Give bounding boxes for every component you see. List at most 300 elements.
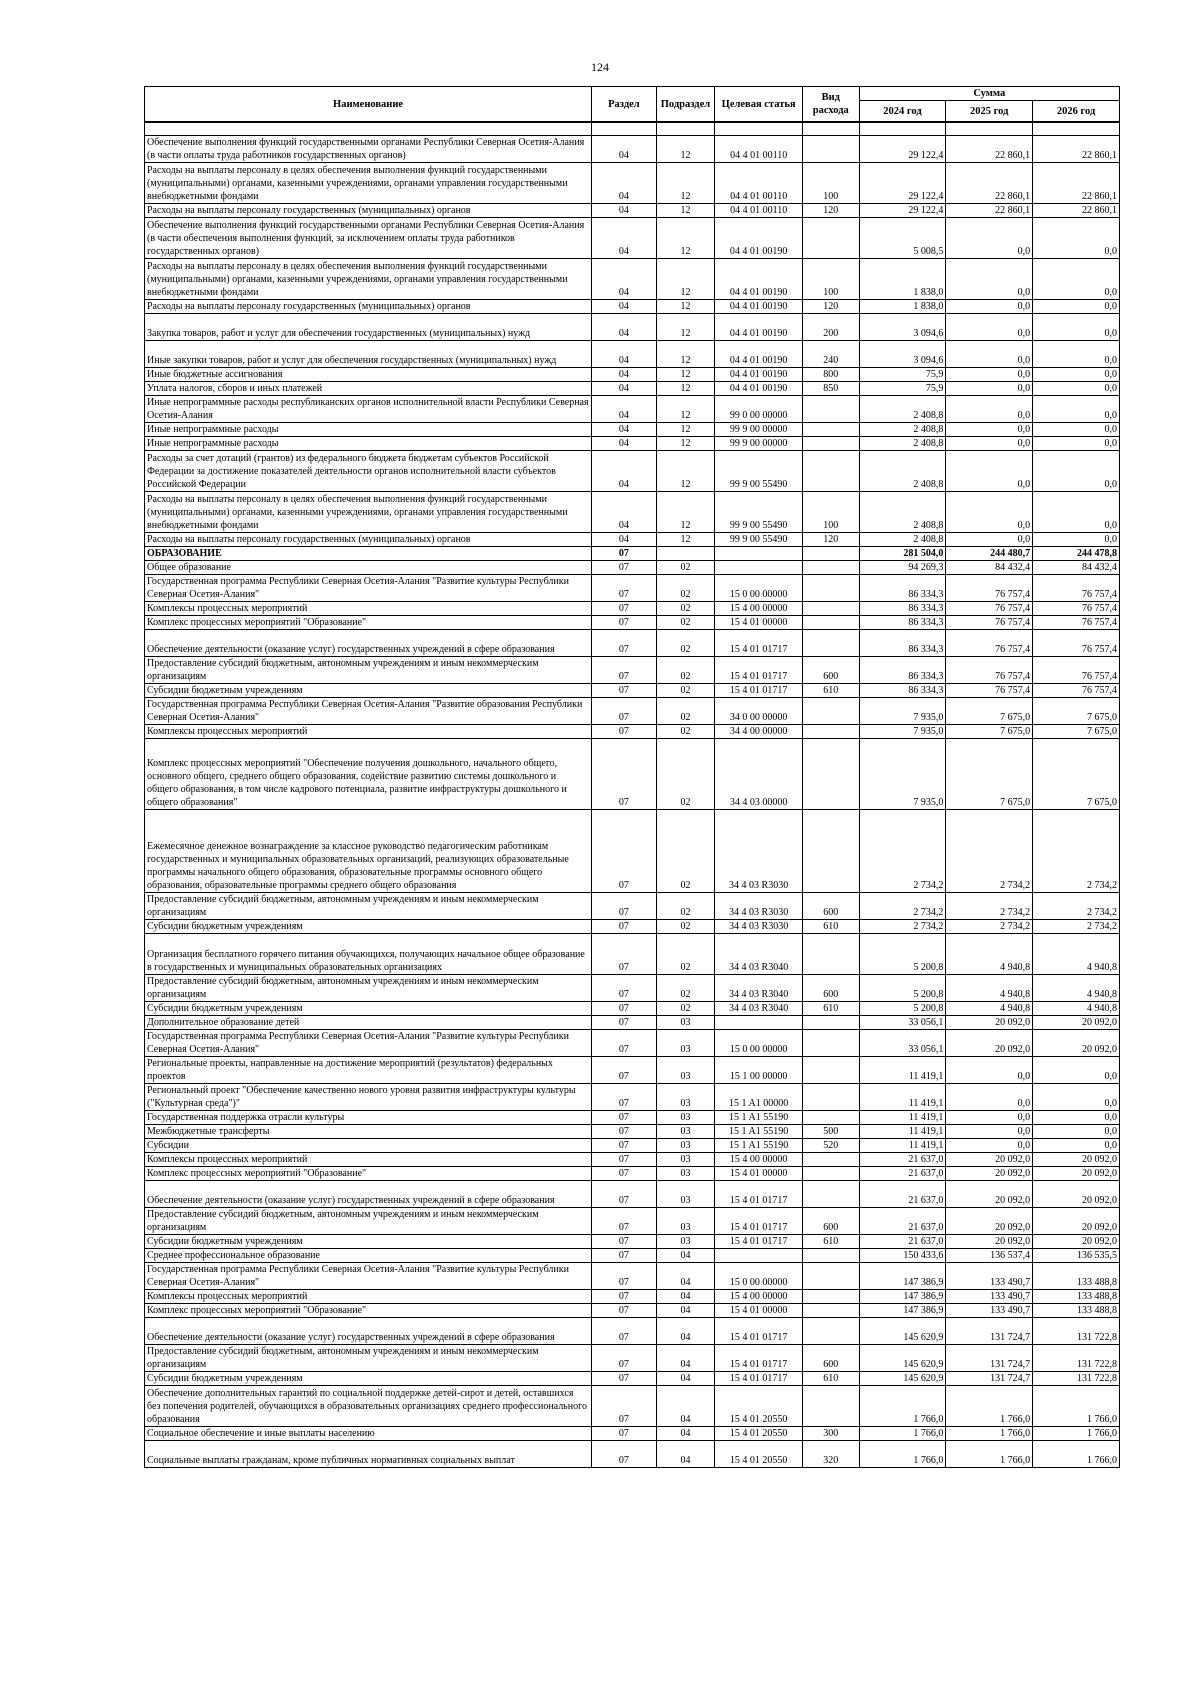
cell-vid [803, 1016, 860, 1030]
cell-2024: 2 408,8 [859, 437, 946, 451]
cell-vid [803, 396, 860, 423]
table-row [145, 1153, 1120, 1167]
cell-podrazdel: 04 [656, 1427, 715, 1441]
table-row [145, 561, 1120, 575]
header-razdel: Раздел [592, 87, 657, 123]
cell-2026: 7 675,0 [1033, 725, 1120, 739]
cell-celevaya: 15 1 A1 55190 [715, 1125, 803, 1139]
cell-2024: 147 386,9 [859, 1263, 946, 1290]
cell-podrazdel: 12 [656, 396, 715, 423]
cell-vid [803, 1386, 860, 1427]
cell-razdel: 04 [592, 163, 657, 204]
table-row [145, 136, 1120, 163]
cell-razdel: 04 [592, 136, 657, 163]
cell-2024: 2 734,2 [859, 893, 946, 920]
cell-celevaya: 34 4 03 R3030 [715, 920, 803, 934]
cell-razdel: 04 [592, 341, 657, 368]
cell-2024: 2 734,2 [859, 920, 946, 934]
cell-name: Иные бюджетные ассигнования [145, 368, 592, 382]
cell-2025: 20 092,0 [946, 1208, 1033, 1235]
cell-vid: 100 [803, 492, 860, 533]
cell-2025: 0,0 [946, 341, 1033, 368]
cell-2024: 29 122,4 [859, 204, 946, 218]
cell-2024: 7 935,0 [859, 725, 946, 739]
cell-vid [803, 561, 860, 575]
cell-2026: 0,0 [1033, 423, 1120, 437]
cell-vid [803, 616, 860, 630]
cell-2025: 133 490,7 [946, 1304, 1033, 1318]
table-row [145, 1318, 1120, 1345]
cell-name: Комплекс процессных мероприятий "Образование" [145, 1167, 592, 1181]
cell-celevaya [715, 1249, 803, 1263]
cell-razdel: 04 [592, 314, 657, 341]
cell-celevaya: 15 1 A1 55190 [715, 1139, 803, 1153]
table-row [145, 1111, 1120, 1125]
cell-2026: 0,0 [1033, 1057, 1120, 1084]
cell-razdel: 04 [592, 300, 657, 314]
page-number: 124 [591, 60, 609, 74]
cell-name: Обеспечение выполнения функций государственными органами Республики Северная Осетия-Алания (в части оплаты труда работников государственных органов) [145, 136, 592, 163]
cell-name: Субсидии бюджетным учреждениям [145, 1235, 592, 1249]
cell-2024: 5 200,8 [859, 975, 946, 1002]
cell-razdel: 07 [592, 547, 657, 561]
cell-2025: 133 490,7 [946, 1263, 1033, 1290]
cell-vid: 600 [803, 893, 860, 920]
cell-2025: 22 860,1 [946, 163, 1033, 204]
cell-2024: 7 935,0 [859, 739, 946, 810]
cell-vid: 200 [803, 314, 860, 341]
cell-2026: 133 488,8 [1033, 1290, 1120, 1304]
spacer-row [145, 122, 1120, 136]
cell-2024: 21 637,0 [859, 1208, 946, 1235]
cell-celevaya: 04 4 01 00190 [715, 382, 803, 396]
table-row [145, 1057, 1120, 1084]
cell-2026: 20 092,0 [1033, 1208, 1120, 1235]
cell-2026: 133 488,8 [1033, 1263, 1120, 1290]
table-row [145, 602, 1120, 616]
cell-name: Государственная программа Республики Северная Осетия-Алания "Развитие культуры Республики Северная Осетия-Алания" [145, 1263, 592, 1290]
cell-2026: 0,0 [1033, 1125, 1120, 1139]
cell-2025: 0,0 [946, 1111, 1033, 1125]
cell-celevaya: 15 0 00 00000 [715, 575, 803, 602]
header-name: Наименование [145, 87, 592, 123]
cell-2026: 1 766,0 [1033, 1441, 1120, 1468]
cell-2024: 2 408,8 [859, 423, 946, 437]
table-row [145, 1139, 1120, 1153]
cell-vid [803, 630, 860, 657]
cell-celevaya: 15 4 01 01717 [715, 1345, 803, 1372]
cell-razdel: 07 [592, 575, 657, 602]
cell-name: Обеспечение деятельности (оказание услуг) государственных учреждений в сфере образования [145, 1181, 592, 1208]
cell-podrazdel: 02 [656, 920, 715, 934]
cell-2024: 1 838,0 [859, 300, 946, 314]
cell-2025: 133 490,7 [946, 1290, 1033, 1304]
cell-name: Комплексы процессных мероприятий [145, 1153, 592, 1167]
table-body [145, 122, 1120, 1468]
cell-podrazdel: 12 [656, 423, 715, 437]
table-row [145, 1235, 1120, 1249]
cell-celevaya: 15 4 01 01717 [715, 1181, 803, 1208]
cell-celevaya: 15 1 A1 00000 [715, 1084, 803, 1111]
table-row [145, 1084, 1120, 1111]
cell-vid [803, 1057, 860, 1084]
cell-razdel: 04 [592, 368, 657, 382]
cell-vid: 610 [803, 1235, 860, 1249]
cell-razdel: 07 [592, 1125, 657, 1139]
cell-vid [803, 1263, 860, 1290]
cell-2024: 147 386,9 [859, 1304, 946, 1318]
cell-name: Социальные выплаты гражданам, кроме публичных нормативных социальных выплат [145, 1441, 592, 1468]
table-row [145, 698, 1120, 725]
cell-2025: 0,0 [946, 423, 1033, 437]
cell-razdel: 07 [592, 616, 657, 630]
cell-2026: 0,0 [1033, 437, 1120, 451]
cell-celevaya: 34 4 00 00000 [715, 725, 803, 739]
cell-podrazdel: 04 [656, 1263, 715, 1290]
table-row [145, 1304, 1120, 1318]
cell-2026: 22 860,1 [1033, 163, 1120, 204]
table-row [145, 1386, 1120, 1427]
table-row [145, 341, 1120, 368]
cell-2025: 0,0 [946, 533, 1033, 547]
cell-vid: 120 [803, 204, 860, 218]
cell-2025: 22 860,1 [946, 136, 1033, 163]
cell-podrazdel: 03 [656, 1208, 715, 1235]
cell-2024: 86 334,3 [859, 616, 946, 630]
header-2024: 2024 год [859, 101, 946, 123]
cell-celevaya: 34 0 00 00000 [715, 698, 803, 725]
cell-2024: 21 637,0 [859, 1153, 946, 1167]
cell-2025: 76 757,4 [946, 602, 1033, 616]
cell-razdel: 07 [592, 975, 657, 1002]
cell-podrazdel: 04 [656, 1304, 715, 1318]
cell-2025: 4 940,8 [946, 975, 1033, 1002]
cell-2025: 0,0 [946, 382, 1033, 396]
cell-razdel: 07 [592, 1441, 657, 1468]
cell-celevaya: 99 9 00 55490 [715, 451, 803, 492]
cell-podrazdel: 12 [656, 451, 715, 492]
cell-name: Комплекс процессных мероприятий "Образование" [145, 616, 592, 630]
cell-2025: 0,0 [946, 451, 1033, 492]
cell-2025: 0,0 [946, 1139, 1033, 1153]
cell-name: Предоставление субсидий бюджетным, автономным учреждениям и иным некоммерческим организациям [145, 975, 592, 1002]
table-row [145, 893, 1120, 920]
cell-name: Субсидии бюджетным учреждениям [145, 920, 592, 934]
cell-2025: 20 092,0 [946, 1030, 1033, 1057]
cell-podrazdel: 04 [656, 1345, 715, 1372]
cell-razdel: 07 [592, 698, 657, 725]
cell-razdel: 04 [592, 492, 657, 533]
table-row [145, 314, 1120, 341]
cell-vid [803, 437, 860, 451]
table-row [145, 616, 1120, 630]
cell-2026: 4 940,8 [1033, 975, 1120, 1002]
cell-2024: 3 094,6 [859, 341, 946, 368]
cell-2025: 76 757,4 [946, 684, 1033, 698]
cell-2025: 20 092,0 [946, 1016, 1033, 1030]
cell-2024: 75,9 [859, 382, 946, 396]
cell-2026: 4 940,8 [1033, 1002, 1120, 1016]
table-row [145, 1441, 1120, 1468]
cell-name: Организация бесплатного горячего питания обучающихся, получающих начальное общее образование в государственных и муниципальных образовательных организациях [145, 934, 592, 975]
cell-2025: 0,0 [946, 368, 1033, 382]
table-row [145, 492, 1120, 533]
cell-vid: 610 [803, 920, 860, 934]
cell-razdel: 07 [592, 1139, 657, 1153]
cell-vid [803, 739, 860, 810]
cell-vid: 610 [803, 684, 860, 698]
cell-2025: 136 537,4 [946, 1249, 1033, 1263]
cell-name: Субсидии бюджетным учреждениям [145, 1372, 592, 1386]
cell-celevaya: 15 4 01 01717 [715, 657, 803, 684]
cell-razdel: 07 [592, 1181, 657, 1208]
table-row [145, 657, 1120, 684]
cell-celevaya: 15 4 00 00000 [715, 1153, 803, 1167]
cell-2024: 2 408,8 [859, 451, 946, 492]
table-row [145, 1030, 1120, 1057]
cell-podrazdel: 03 [656, 1235, 715, 1249]
cell-2024: 86 334,3 [859, 684, 946, 698]
cell-razdel: 07 [592, 810, 657, 893]
cell-2025: 0,0 [946, 396, 1033, 423]
cell-razdel: 04 [592, 382, 657, 396]
cell-2026: 22 860,1 [1033, 204, 1120, 218]
cell-2024: 29 122,4 [859, 163, 946, 204]
cell-razdel: 07 [592, 1235, 657, 1249]
table-row [145, 259, 1120, 300]
cell-vid: 600 [803, 1345, 860, 1372]
cell-2024: 75,9 [859, 368, 946, 382]
table-row [145, 396, 1120, 423]
table-row [145, 1427, 1120, 1441]
table-row [145, 1002, 1120, 1016]
cell-name: Государственная программа Республики Северная Осетия-Алания "Развитие культуры Республики Северная Осетия-Алания" [145, 575, 592, 602]
cell-name: Субсидии бюджетным учреждениям [145, 1002, 592, 1016]
cell-2026: 20 092,0 [1033, 1167, 1120, 1181]
table-row [145, 204, 1120, 218]
cell-2024: 2 408,8 [859, 396, 946, 423]
cell-razdel: 04 [592, 204, 657, 218]
cell-podrazdel: 12 [656, 437, 715, 451]
table-row [145, 382, 1120, 396]
cell-2026: 7 675,0 [1033, 698, 1120, 725]
table-row [145, 1208, 1120, 1235]
cell-celevaya: 04 4 01 00190 [715, 259, 803, 300]
table-row [145, 1167, 1120, 1181]
cell-2025: 7 675,0 [946, 725, 1033, 739]
cell-2025: 0,0 [946, 314, 1033, 341]
cell-2026: 0,0 [1033, 259, 1120, 300]
cell-2026: 0,0 [1033, 218, 1120, 259]
cell-2026: 20 092,0 [1033, 1235, 1120, 1249]
cell-vid [803, 1167, 860, 1181]
cell-celevaya: 15 4 01 01717 [715, 1318, 803, 1345]
cell-podrazdel: 03 [656, 1057, 715, 1084]
cell-celevaya: 04 4 01 00110 [715, 163, 803, 204]
cell-razdel: 07 [592, 630, 657, 657]
cell-name: Межбюджетные трансферты [145, 1125, 592, 1139]
table-row [145, 630, 1120, 657]
cell-name: Комплекс процессных мероприятий "Обеспечение получения дошкольного, начального общего, основного общего, среднего общего образования, содействие развитию системы дошкольного и общего образования, в том числе кадрового потенциала, развитие инфраструктуры дошкольного и общего образования" [145, 739, 592, 810]
cell-2026: 20 092,0 [1033, 1030, 1120, 1057]
cell-celevaya: 15 0 00 00000 [715, 1030, 803, 1057]
cell-2024: 86 334,3 [859, 657, 946, 684]
cell-razdel: 07 [592, 1057, 657, 1084]
cell-vid [803, 1290, 860, 1304]
cell-2026: 244 478,8 [1033, 547, 1120, 561]
cell-vid: 320 [803, 1441, 860, 1468]
cell-razdel: 07 [592, 1318, 657, 1345]
cell-2026: 0,0 [1033, 382, 1120, 396]
cell-podrazdel: 02 [656, 739, 715, 810]
cell-vid: 610 [803, 1372, 860, 1386]
cell-2026: 131 722,8 [1033, 1345, 1120, 1372]
table-row [145, 1290, 1120, 1304]
cell-celevaya: 04 4 01 00190 [715, 341, 803, 368]
cell-2025: 4 940,8 [946, 934, 1033, 975]
cell-2024: 1 766,0 [859, 1441, 946, 1468]
cell-celevaya: 15 4 01 00000 [715, 1167, 803, 1181]
cell-2025: 22 860,1 [946, 204, 1033, 218]
cell-podrazdel: 12 [656, 492, 715, 533]
cell-2025: 7 675,0 [946, 739, 1033, 810]
cell-vid: 850 [803, 382, 860, 396]
cell-vid [803, 934, 860, 975]
cell-celevaya [715, 561, 803, 575]
cell-podrazdel: 12 [656, 163, 715, 204]
cell-2025: 20 092,0 [946, 1181, 1033, 1208]
cell-2026: 7 675,0 [1033, 739, 1120, 810]
cell-2025: 4 940,8 [946, 1002, 1033, 1016]
cell-celevaya: 04 4 01 00190 [715, 218, 803, 259]
cell-name: Иные закупки товаров, работ и услуг для обеспечения государственных (муниципальных) нужд [145, 341, 592, 368]
cell-celevaya: 99 9 00 00000 [715, 437, 803, 451]
cell-celevaya: 99 9 00 55490 [715, 492, 803, 533]
cell-2024: 21 637,0 [859, 1181, 946, 1208]
cell-podrazdel: 12 [656, 218, 715, 259]
cell-razdel: 07 [592, 1167, 657, 1181]
cell-vid: 120 [803, 300, 860, 314]
cell-celevaya: 15 4 01 00000 [715, 1304, 803, 1318]
cell-2024: 281 504,0 [859, 547, 946, 561]
cell-name: Предоставление субсидий бюджетным, автономным учреждениям и иным некоммерческим организациям [145, 1345, 592, 1372]
cell-2025: 76 757,4 [946, 657, 1033, 684]
cell-razdel: 07 [592, 1427, 657, 1441]
cell-podrazdel: 04 [656, 1290, 715, 1304]
cell-2026: 76 757,4 [1033, 602, 1120, 616]
cell-2025: 0,0 [946, 1084, 1033, 1111]
cell-name: Региональный проект "Обеспечение качественно нового уровня развития инфраструктуры культуры ("Культурная среда")" [145, 1084, 592, 1111]
cell-vid [803, 725, 860, 739]
cell-razdel: 07 [592, 1304, 657, 1318]
cell-2025: 76 757,4 [946, 575, 1033, 602]
cell-celevaya: 04 4 01 00190 [715, 300, 803, 314]
cell-celevaya: 99 9 00 00000 [715, 423, 803, 437]
table-row [145, 368, 1120, 382]
cell-vid [803, 1030, 860, 1057]
cell-2024: 11 419,1 [859, 1084, 946, 1111]
cell-razdel: 07 [592, 1016, 657, 1030]
cell-2025: 2 734,2 [946, 920, 1033, 934]
table-row [145, 1372, 1120, 1386]
cell-podrazdel: 03 [656, 1084, 715, 1111]
cell-name: Расходы на выплаты персоналу в целях обеспечения выполнения функций государственными (муниципальными) органами, казенными учреждениями, органами управления государственными внебюджетными фондами [145, 163, 592, 204]
cell-2025: 0,0 [946, 300, 1033, 314]
cell-podrazdel: 03 [656, 1167, 715, 1181]
cell-2026: 22 860,1 [1033, 136, 1120, 163]
cell-vid [803, 451, 860, 492]
table-row [145, 684, 1120, 698]
cell-razdel: 04 [592, 423, 657, 437]
table-row [145, 163, 1120, 204]
cell-podrazdel: 03 [656, 1139, 715, 1153]
cell-name: Комплексы процессных мероприятий [145, 602, 592, 616]
cell-2025: 131 724,7 [946, 1318, 1033, 1345]
cell-2026: 0,0 [1033, 300, 1120, 314]
cell-vid [803, 698, 860, 725]
cell-podrazdel: 02 [656, 810, 715, 893]
cell-2024: 11 419,1 [859, 1139, 946, 1153]
cell-2026: 0,0 [1033, 341, 1120, 368]
cell-razdel: 07 [592, 1372, 657, 1386]
cell-2025: 1 766,0 [946, 1441, 1033, 1468]
cell-2026: 20 092,0 [1033, 1181, 1120, 1208]
table-row [145, 575, 1120, 602]
header-celevaya: Целевая статья [715, 87, 803, 123]
cell-razdel: 07 [592, 1002, 657, 1016]
cell-name: Иные непрограммные расходы республиканских органов исполнительной власти Республики Северная Осетия-Алания [145, 396, 592, 423]
cell-celevaya: 34 4 03 R3040 [715, 1002, 803, 1016]
cell-name: Государственная поддержка отрасли культуры [145, 1111, 592, 1125]
cell-podrazdel: 02 [656, 657, 715, 684]
cell-2024: 5 200,8 [859, 1002, 946, 1016]
cell-razdel: 07 [592, 1030, 657, 1057]
cell-2024: 5 008,5 [859, 218, 946, 259]
cell-podrazdel: 04 [656, 1318, 715, 1345]
cell-podrazdel: 02 [656, 602, 715, 616]
cell-podrazdel: 12 [656, 300, 715, 314]
cell-vid: 100 [803, 259, 860, 300]
cell-podrazdel: 02 [656, 575, 715, 602]
cell-2025: 0,0 [946, 259, 1033, 300]
cell-2026: 0,0 [1033, 492, 1120, 533]
cell-name: Социальное обеспечение и иные выплаты населению [145, 1427, 592, 1441]
cell-2024: 29 122,4 [859, 136, 946, 163]
cell-podrazdel: 12 [656, 382, 715, 396]
cell-celevaya: 34 4 03 R3040 [715, 975, 803, 1002]
cell-celevaya [715, 1016, 803, 1030]
cell-name: Субсидии бюджетным учреждениям [145, 684, 592, 698]
cell-2025: 84 432,4 [946, 561, 1033, 575]
header-2025: 2025 год [946, 101, 1033, 123]
cell-name: Комплексы процессных мероприятий [145, 725, 592, 739]
cell-celevaya: 15 4 01 01717 [715, 1372, 803, 1386]
cell-2024: 21 637,0 [859, 1235, 946, 1249]
cell-name: Закупка товаров, работ и услуг для обеспечения государственных (муниципальных) нужд [145, 314, 592, 341]
cell-name: Расходы на выплаты персоналу в целях обеспечения выполнения функций государственными (муниципальными) органами, казенными учреждениями, органами управления государственными внебюджетными фондами [145, 492, 592, 533]
cell-podrazdel: 02 [656, 1002, 715, 1016]
cell-razdel: 07 [592, 725, 657, 739]
table-row [145, 975, 1120, 1002]
cell-razdel: 07 [592, 1249, 657, 1263]
cell-2024: 86 334,3 [859, 602, 946, 616]
cell-razdel: 07 [592, 602, 657, 616]
cell-name: Ежемесячное денежное вознаграждение за классное руководство педагогическим работникам государственных и муниципальных образовательных организаций, реализующих образовательные программы начального общего образования, образовательные программы основного общего образования, образовательные программы среднего общего образования [145, 810, 592, 893]
cell-podrazdel: 12 [656, 368, 715, 382]
cell-name: Уплата налогов, сборов и иных платежей [145, 382, 592, 396]
cell-vid [803, 1084, 860, 1111]
cell-name: Среднее профессиональное образование [145, 1249, 592, 1263]
